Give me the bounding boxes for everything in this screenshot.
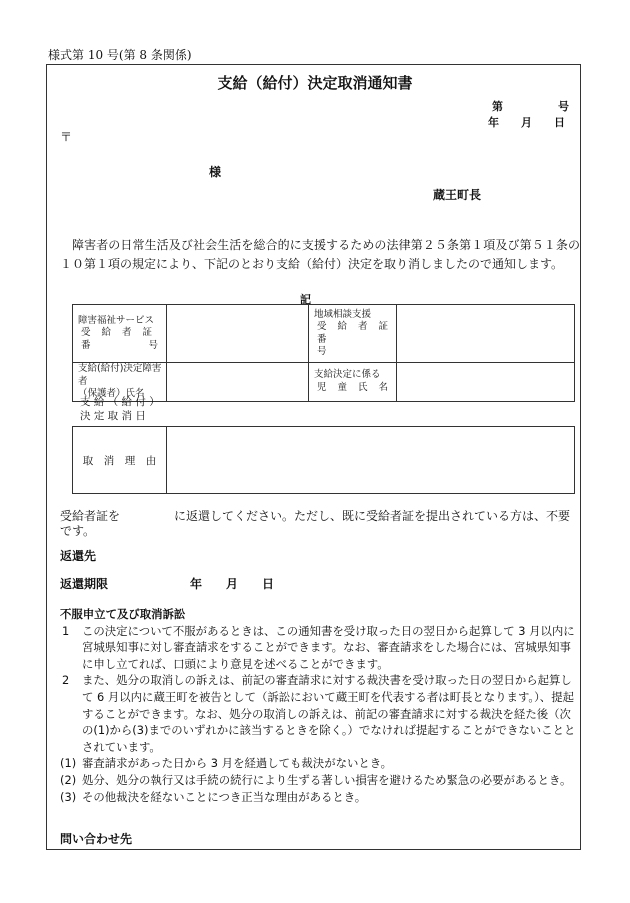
child-name-label-1: 支給決定に係る: [314, 369, 381, 381]
return-instruction-part1: 受給者証を: [60, 509, 121, 523]
certificate-number-row: [73, 305, 575, 363]
consult-cert-label-3: 番 号: [317, 333, 385, 357]
cancel-date-label-2: 決 定 取 消 日: [80, 410, 146, 422]
cancel-reason-table: [72, 426, 575, 494]
appeal-item-2: [60, 672, 582, 755]
welfare-cert-number-field[interactable]: [167, 305, 309, 363]
intro-paragraph: 障害者の日常生活及び社会生活を総合的に支援するための法律第２５条第１項及び第５１条の１０第１項の規定により、下記のとおり支給（給付）決定を取り消しましたので通知します。: [60, 238, 580, 271]
cancel-date-label: [80, 395, 160, 423]
appeal-subitem-1-text: 審査請求があった日から 3 月を経過しても裁決がないとき。: [82, 756, 393, 771]
welfare-cert-label-3: 番 号: [81, 339, 163, 351]
return-destination-label: 返還先: [60, 549, 97, 563]
document-title: 支給（給付）決定取消通知書: [217, 74, 413, 92]
return-instruction: [60, 509, 580, 539]
appeal-subitem-3-text: その他裁決を経ないことにつき正当な理由があるとき。: [82, 789, 367, 804]
cancel-date-label-1: 支 給 （ 給 付 ）: [80, 396, 160, 408]
consult-cert-label-1: 地域相談支援: [314, 308, 372, 320]
appeal-item-2-text: また、処分の取消しの訴えは、前記の審査請求に対する裁決書を受け取った日の翌日から起算して 6 月以内に蔵王町を被告として（訴訟において蔵王町を代表する者は町長となります。）、提起することができます。なお、処分の取消しの訴えは、前記の審査請求に対する裁決を経た後（次の(1)から(3)までのいずれかに該当するときを除く。）でなければ提起することができないこととされています。: [82, 673, 576, 754]
appeal-subitem-2-text: 処分、処分の執行又は手続の続行により生ずる著しい損害を避けるため緊急の必要があるとき。: [82, 772, 572, 787]
consult-cert-label-2: 受 給 者 証: [317, 321, 393, 332]
appeal-subitem-3-number: (3): [60, 789, 77, 804]
child-name-field[interactable]: [397, 363, 575, 402]
recipient-name-label-2: （保護者）氏名: [78, 388, 145, 399]
appeal-item-1: [60, 623, 582, 673]
child-name-label-2: 児 童 氏 名: [317, 381, 393, 393]
recipient-info-table: [72, 304, 575, 402]
addressee-honorific: 様: [209, 165, 222, 179]
appeal-item-1-number: 1: [62, 623, 70, 638]
return-deadline-label: 返還期限: [60, 577, 109, 591]
postal-mark: 〒: [60, 130, 73, 144]
appeal-subitem-2-number: (2): [60, 772, 77, 787]
child-name-label-cell: [309, 363, 397, 402]
appeal-subitem-1-number: (1): [60, 756, 77, 771]
recipient-name-label-1: 支給(給付)決定障害者: [78, 363, 162, 387]
form-number-label: 様式第 10 号(第 8 条関係): [48, 48, 192, 62]
contact-label: 問い合わせ先: [60, 832, 133, 846]
return-deadline-date: 年 月 日: [190, 577, 275, 591]
appeal-item-2-number: 2: [62, 673, 70, 688]
consult-cert-number-field[interactable]: [397, 305, 575, 363]
welfare-cert-label-2: 受 給 者 証: [81, 327, 157, 339]
appeal-heading: 不服申立て及び取消訴訟: [60, 607, 186, 621]
recipient-name-field[interactable]: [167, 363, 309, 402]
appeal-subitem-3: [60, 789, 582, 806]
return-instruction-part2: に返還してください。ただし、既に受給者証を提出されている方は、不要です。: [60, 509, 571, 538]
cancel-reason-field[interactable]: [167, 427, 575, 494]
ki-marker: 記: [300, 293, 311, 306]
welfare-cert-label-cell: [73, 305, 167, 363]
welfare-cert-label-1: 障害福祉サービス: [78, 314, 155, 326]
document-date: 年 月 日: [488, 116, 565, 129]
issuer-name: 蔵王町長: [433, 188, 482, 202]
consult-cert-label-cell: [309, 305, 397, 363]
document-number: 第 号: [492, 100, 569, 113]
cancel-reason-label: 取 消 理 由: [73, 427, 167, 494]
appeal-subitem-1: [60, 755, 582, 772]
appeal-item-1-text: この決定について不服があるときは、この通知書を受け取った日の翌日から起算して 3 月以内に宮城県知事に対し審査請求をすることができます。なお、審査請求をした場合には、宮城県知事に申し立てれば、口頭により意見を述べることができます。: [82, 623, 575, 671]
cancel-reason-row: [73, 427, 575, 494]
appeal-subitem-2: [60, 772, 582, 789]
appeal-section: [60, 606, 582, 805]
